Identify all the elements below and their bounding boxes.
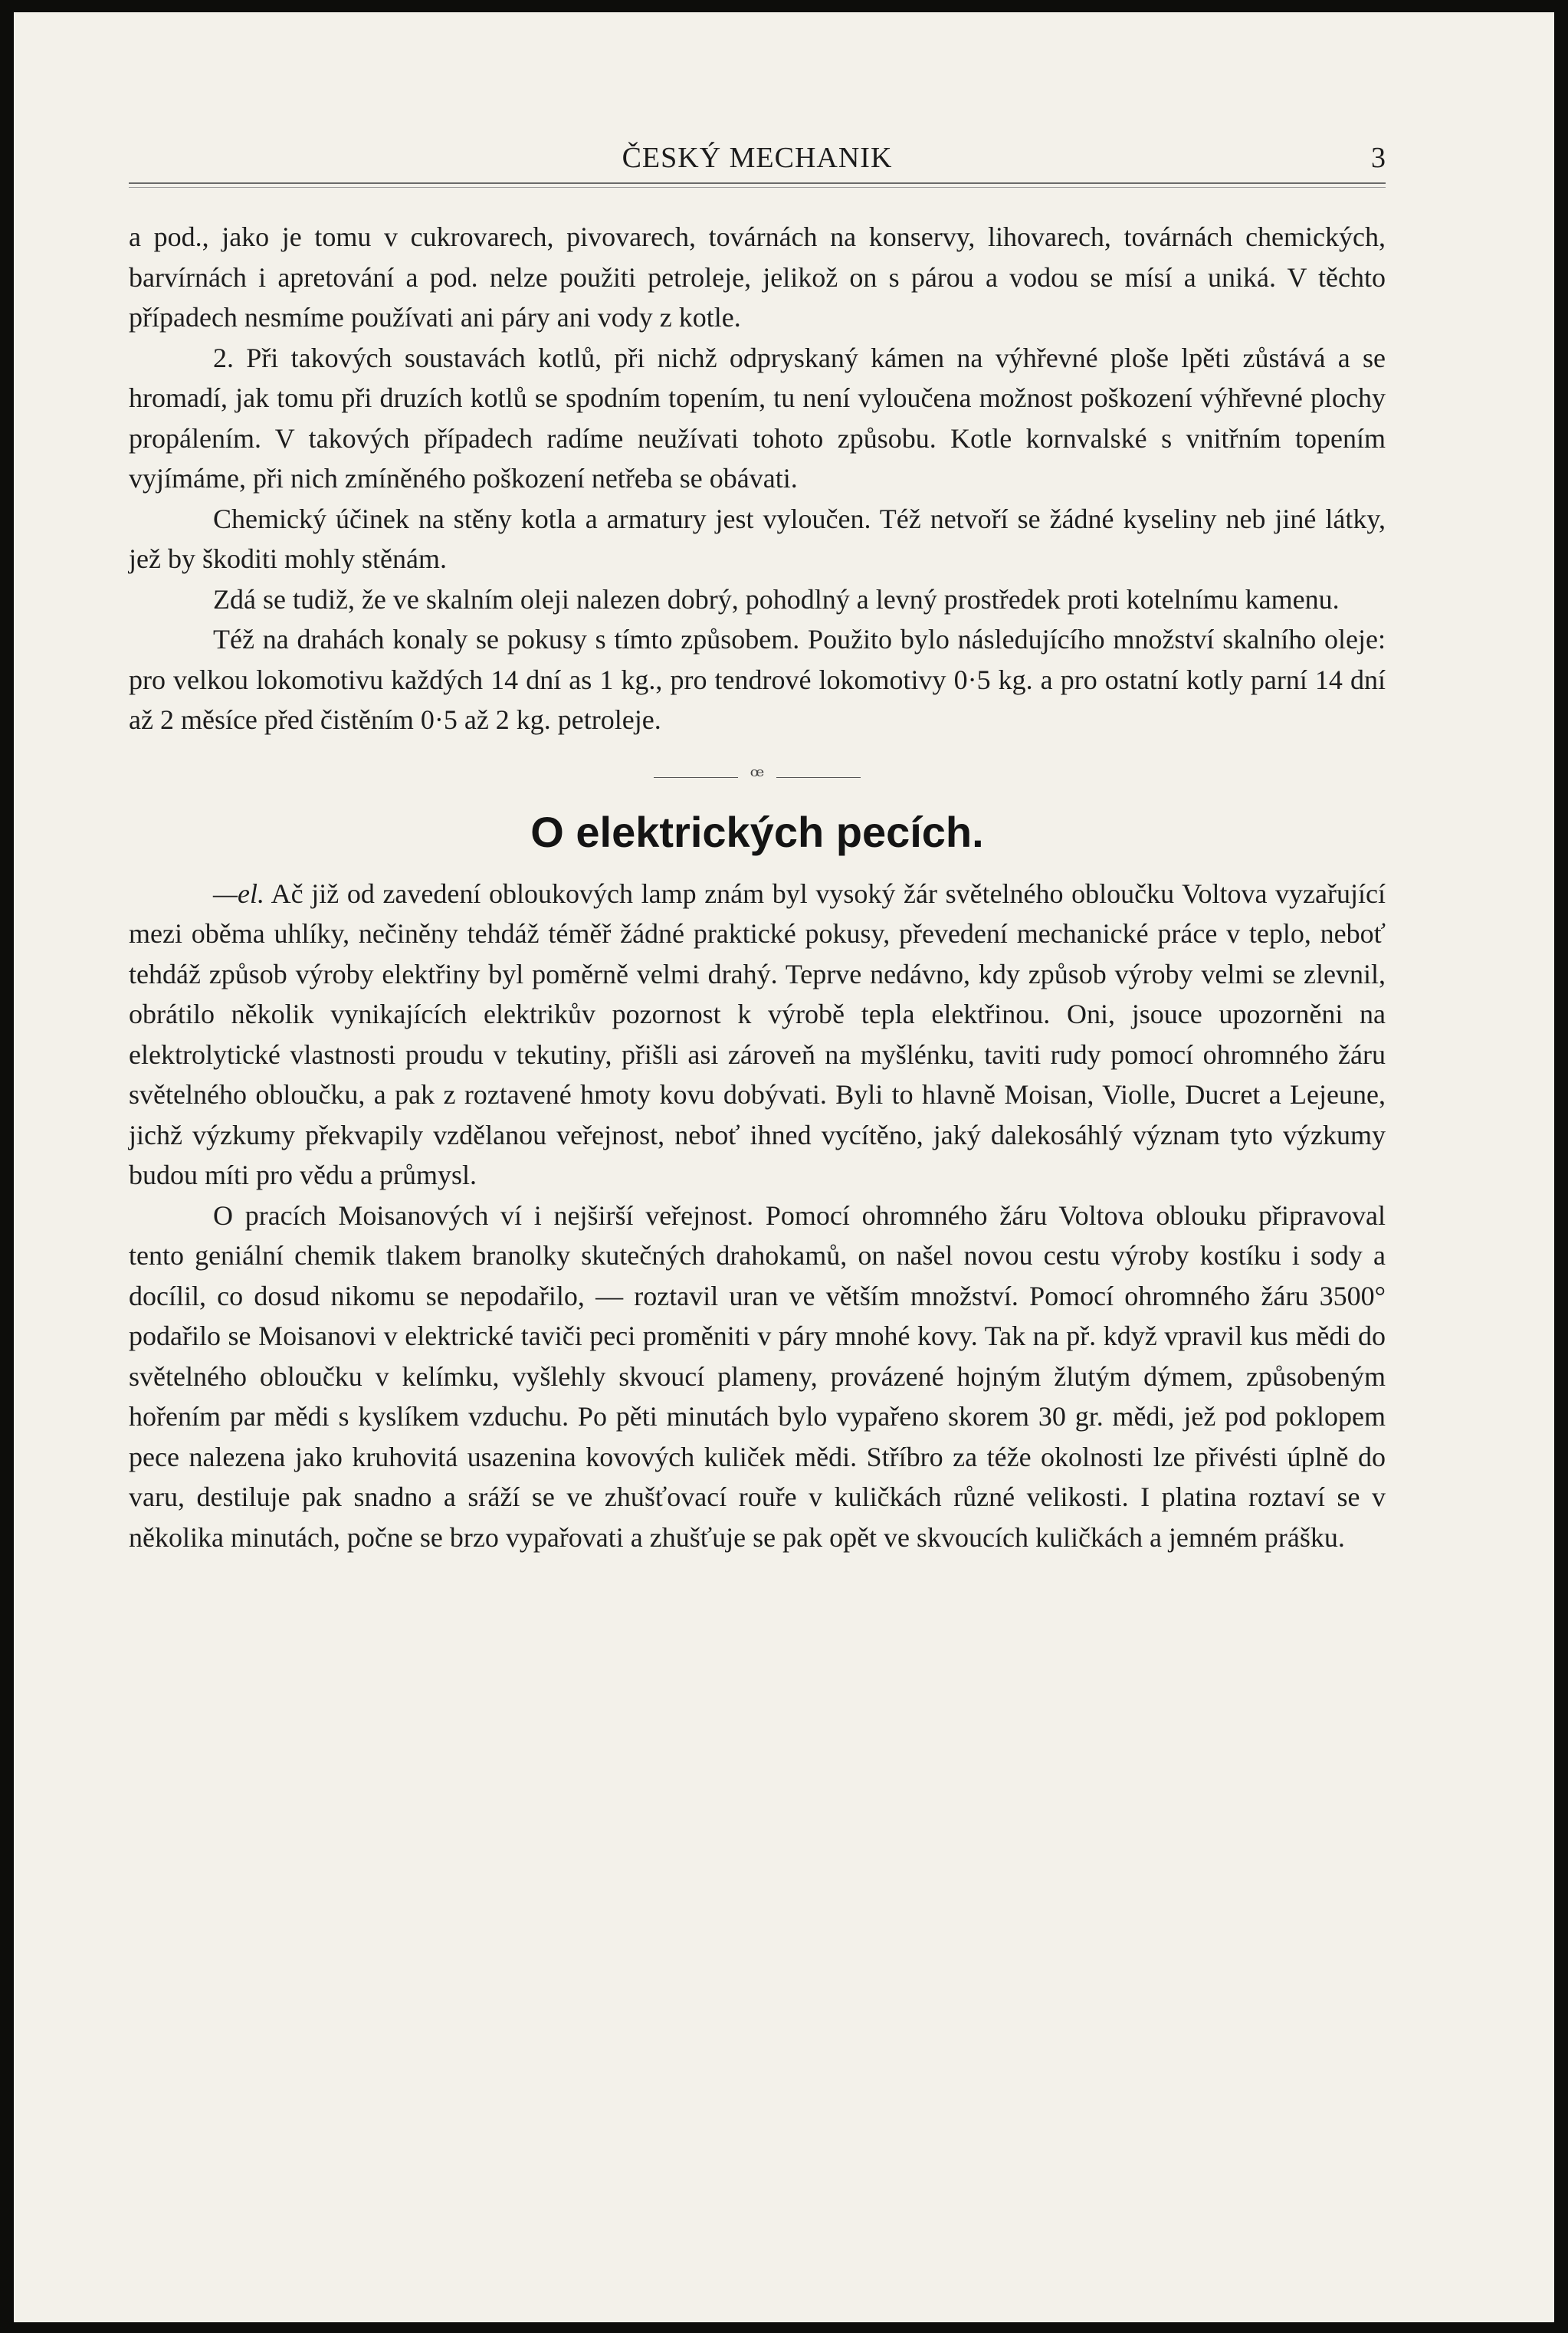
paragraph: a pod., jako je tomu v cukrovarech, pivovarech, továrnách na konservy, lihovarech, továrnách chemických, barvírnách i apretování a pod. nelze použiti petroleje, jelikož on s párou a vodou se mísí a uniká. V těchto případech nesmíme používati ani páry ani vody z kotle. [129, 221, 1386, 333]
paragraph: Též na drahách konaly se pokusy s tímto způsobem. Použito bylo následujícího množství skalního oleje: pro velkou lokomotivu každých 14 dní as 1 kg., pro tendrové lokomotivy 0·5 kg. a pro ostatní kotly parní 14 dní až 2 měsíce před čistěním 0·5 až 2 kg. petroleje. [129, 624, 1386, 735]
paragraph: O pracích Moisanových ví i nejširší veřejnost. Pomocí ohromného žáru Voltova oblouku připravoval tento geniální chemik tlakem branolky skutečných drahokamů, on našel novou cestu výroby kostíku i sody a docílil, co dosud nikomu se nepodařilo, — roztavil uran ve větším množství. Pomocí ohromného žáru 3500° podařilo se Moisanovi v elektrické taviči peci proměniti v páry mnohé kovy. Tak na př. když vpravil kus mědi do světelného obloučku v kelímku, vyšlehly skvoucí plameny, provázené hojným žlutým dýmem, způsobeným hořením par mědi s kyslíkem vzduchu. Po pěti minutách bylo vypařeno skorem 30 gr. mědi, jež pod poklopem pece nalezena jako kruhovitá usazenina kovových kuliček mědi. Stříbro za téže okolnosti lze přivésti úplně do varu, destiluje pak snadno a sráží se ve zhušťovací rouře v kuličkách různé velikosti. I platina roztaví se v několika minutách, počne se brzo vypařovati a zhušťuje se pak opět ve skvoucích kuličkách a jemném prášku. [129, 1199, 1386, 1553]
paragraph: 2. Při takových soustavách kotlů, při nichž odpryskaný kámen na výhřevné ploše lpěti zůstává a se hromadí, jak tomu při druzích kotlů se spodním topením, tu není vyloučena možnost poškození výhřevné plochy propálením. V takových případech radíme neužívati tohoto způsobu. Kotle kornvalské s vnitřním topením vyjímáme, při nich zmíněného poškození netřeba se obávati. [129, 342, 1386, 494]
paragraph: Chemický účinek na stěny kotla a armatury jest vyloučen. Též netvoří se žádné kyseliny neb jiné látky, jež by škoditi mohly stěnám. [129, 503, 1386, 574]
divider-line-right [776, 777, 861, 778]
header-rule [129, 182, 1386, 184]
header-rule-thin [129, 187, 1386, 188]
author-signature: —el. [213, 878, 264, 909]
running-header [129, 127, 1386, 181]
page-content [129, 127, 1386, 1557]
paragraph: Zdá se tudiž, že ve skalním oleji nalezen dobrý, pohodlný a levný prostředek proti kotelnímu kamenu. [213, 583, 1340, 615]
page-number: 3 [1371, 142, 1386, 174]
ornament-icon: ꟹ [750, 763, 765, 790]
article-title: O elektrických pecích. [530, 807, 984, 856]
journal-title: ČESKÝ MECHANIK [622, 142, 893, 174]
page [14, 12, 1554, 2322]
section-divider-ornament [129, 763, 1386, 790]
paragraph [129, 874, 1386, 1196]
divider-line-left [654, 777, 738, 778]
paragraph-text: Ač již od zavedení obloukových lamp znám byl vysoký žár světelného obloučku Voltova vyzařující mezi oběma uhlíky, nečiněny tehdáž téměř žádné praktické pokusy, převedení mechanické práce v teplo, neboť tehdáž způsob výroby elektřiny byl poměrně velmi drahý. Teprve nedávno, kdy způsob výroby velmi se zlevnil, obrátilo několik vynikajících elektrikův pozornost k výrobě tepla elektřinou. Oni, jsouce upozorněni na elektrolytické vlastnosti proudu v tekutiny, přišli asi zároveň na myšlénku, taviti rudy pomocí ohromného žáru světelného obloučku, a pak z roztavené hmoty kovu dobývati. Byli to hlavně Moisan, Violle, Ducret a Lejeune, jichž výzkumy překvapily vzdělanou veřejnost, neboť ihned vycítěno, jaký dalekosáhlý význam tyto výzkumy budou míti pro vědu a průmysl. [129, 878, 1386, 1190]
